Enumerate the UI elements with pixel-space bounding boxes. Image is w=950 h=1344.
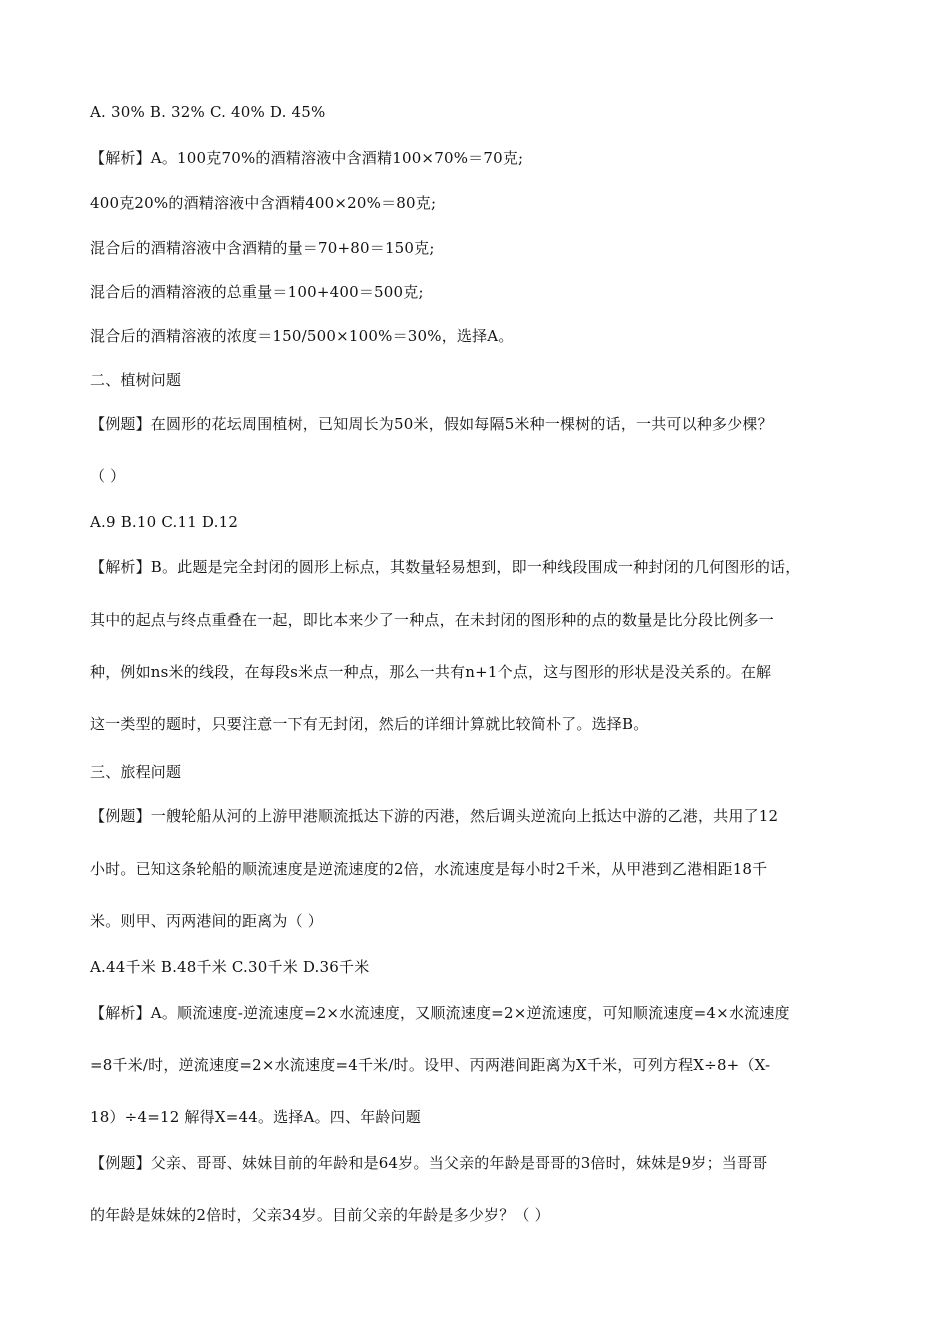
analysis-line: 400克20%的酒精溶液中含酒精400×20%＝80克; (90, 194, 437, 212)
example-question-line: 小时。已知这条轮船的顺流速度是逆流速度的2倍，水流速度是每小时2千米，从甲港到乙港相距18千 (90, 860, 768, 878)
example-question-line: 【例题】在圆形的花坛周围植树，已知周长为50米，假如每隔5米种一棵树的话，一共可以种多少棵？ (90, 415, 773, 433)
analysis-line: 混合后的酒精溶液的浓度＝150/500×100%＝30%，选择A。 (90, 327, 514, 345)
example-question-line: 【例题】父亲、哥哥、妹妹目前的年龄和是64岁。当父亲的年龄是哥哥的3倍时，妹妹是9岁；当哥哥 (90, 1154, 768, 1172)
analysis-line: 种，例如ns米的线段，在每段s米点一种点，那么一共有n+1个点，这与图形的形状是没关系的。在解 (90, 663, 772, 681)
analysis-line: 混合后的酒精溶液的总重量＝100+400＝500克; (90, 283, 424, 301)
analysis-line: =8千米/时，逆流速度=2×水流速度=4千米/时。设甲、丙两港间距离为X千米，可列方程X÷8+（X- (90, 1056, 771, 1074)
example-question-line: 米。则甲、丙两港间的距离为（ ） (90, 912, 323, 930)
answer-options-line: A.9 B.10 C.11 D.12 (90, 513, 239, 531)
example-question-line: （ ） (90, 467, 126, 485)
answer-options-line: A.44千米 B.48千米 C.30千米 D.36千米 (90, 958, 370, 976)
analysis-line: 其中的起点与终点重叠在一起，即比本来少了一种点，在未封闭的图形种的点的数量是比分段比例多一 (90, 611, 775, 629)
analysis-line: 这一类型的题时，只要注意一下有无封闭，然后的详细计算就比较简朴了。选择B。 (90, 715, 649, 733)
analysis-line: 【解析】A。顺流速度-逆流速度=2×水流速度，又顺流速度=2×逆流速度，可知顺流速度=4×水流速度 (90, 1004, 790, 1022)
section-heading: 三、旅程问题 (90, 763, 182, 781)
example-question-line: 【例题】一艘轮船从河的上游甲港顺流抵达下游的丙港，然后调头逆流向上抵达中游的乙港，共用了12 (90, 807, 779, 825)
analysis-line: 18）÷4=12 解得X=44。选择A。四、年龄问题 (90, 1108, 421, 1126)
example-question-line: 的年龄是妹妹的2倍时，父亲34岁。目前父亲的年龄是多少岁？（ ） (90, 1206, 550, 1224)
analysis-line: 【解析】B。此题是完全封闭的圆形上标点，其数量轻易想到，即一种线段围成一种封闭的几何图形的话， (90, 558, 801, 576)
section-heading: 二、植树问题 (90, 371, 182, 389)
analysis-line: 【解析】A。100克70%的酒精溶液中含酒精100×70%＝70克; (90, 149, 524, 167)
analysis-line: 混合后的酒精溶液中含酒精的量＝70+80＝150克; (90, 239, 435, 257)
answer-options-line: A. 30% B. 32% C. 40% D. 45% (90, 103, 326, 121)
